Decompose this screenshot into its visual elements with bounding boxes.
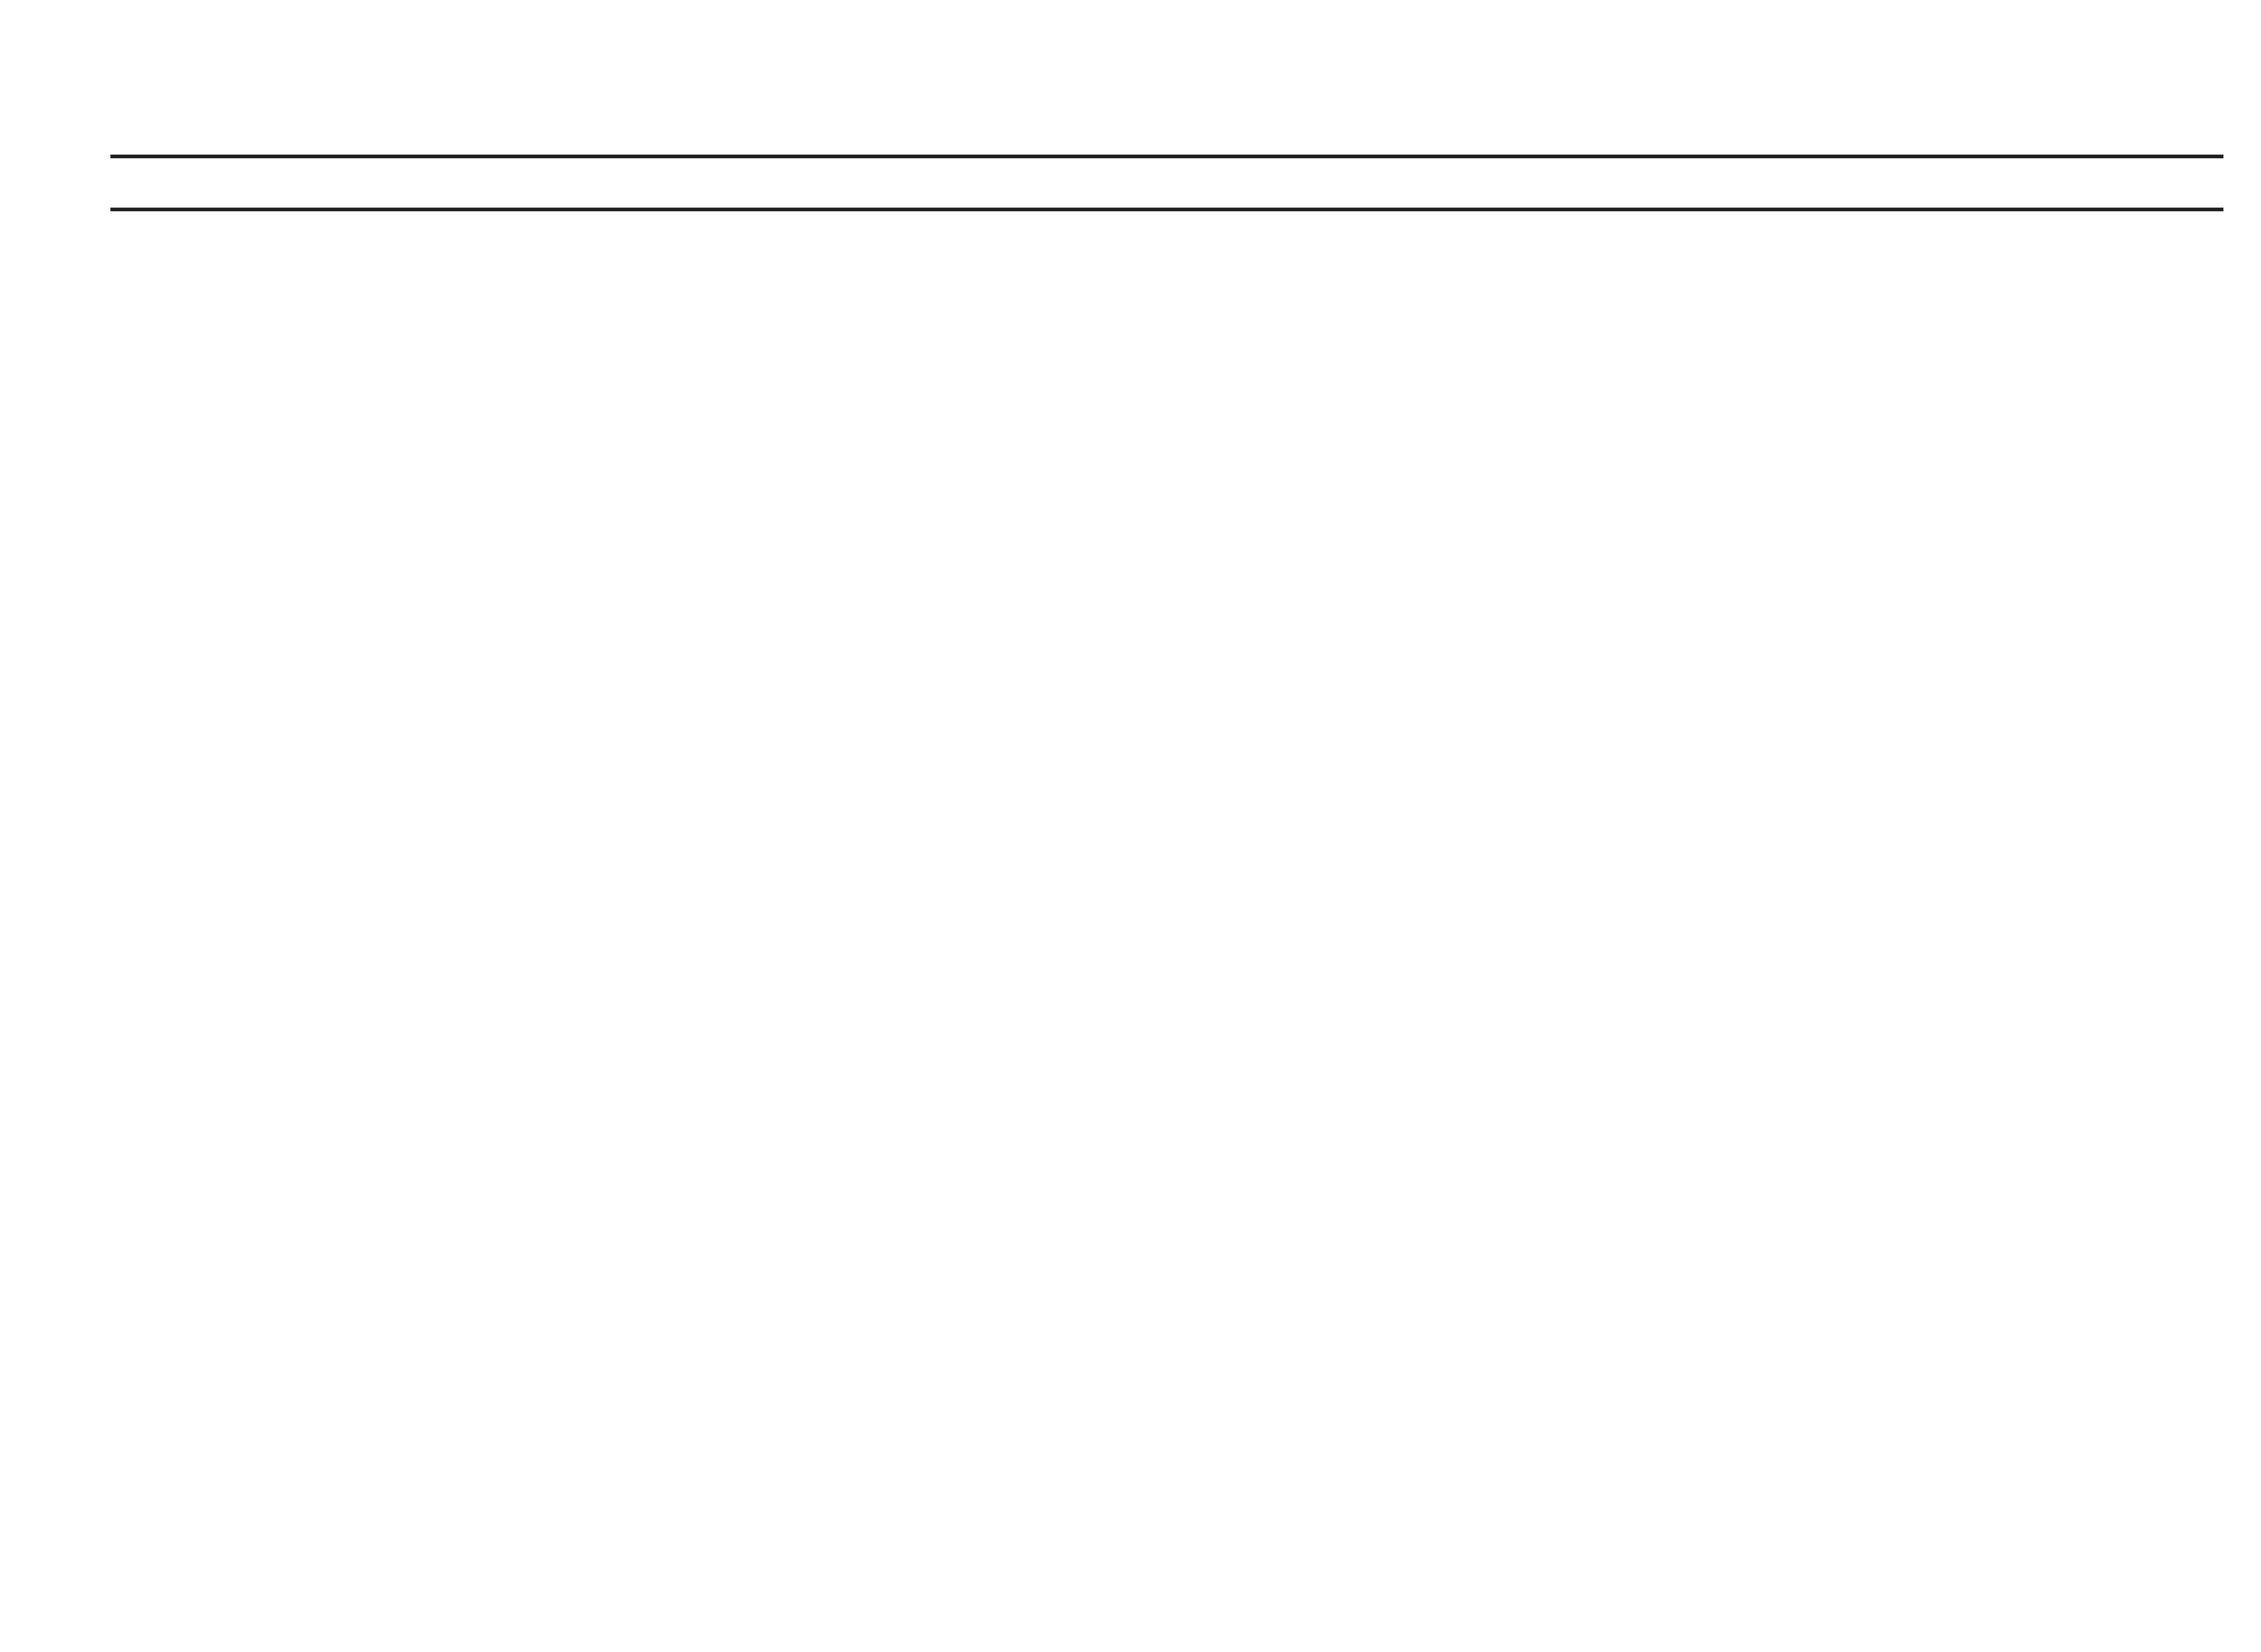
table-header-rule (110, 208, 2223, 211)
table-top-rule (110, 155, 2223, 158)
